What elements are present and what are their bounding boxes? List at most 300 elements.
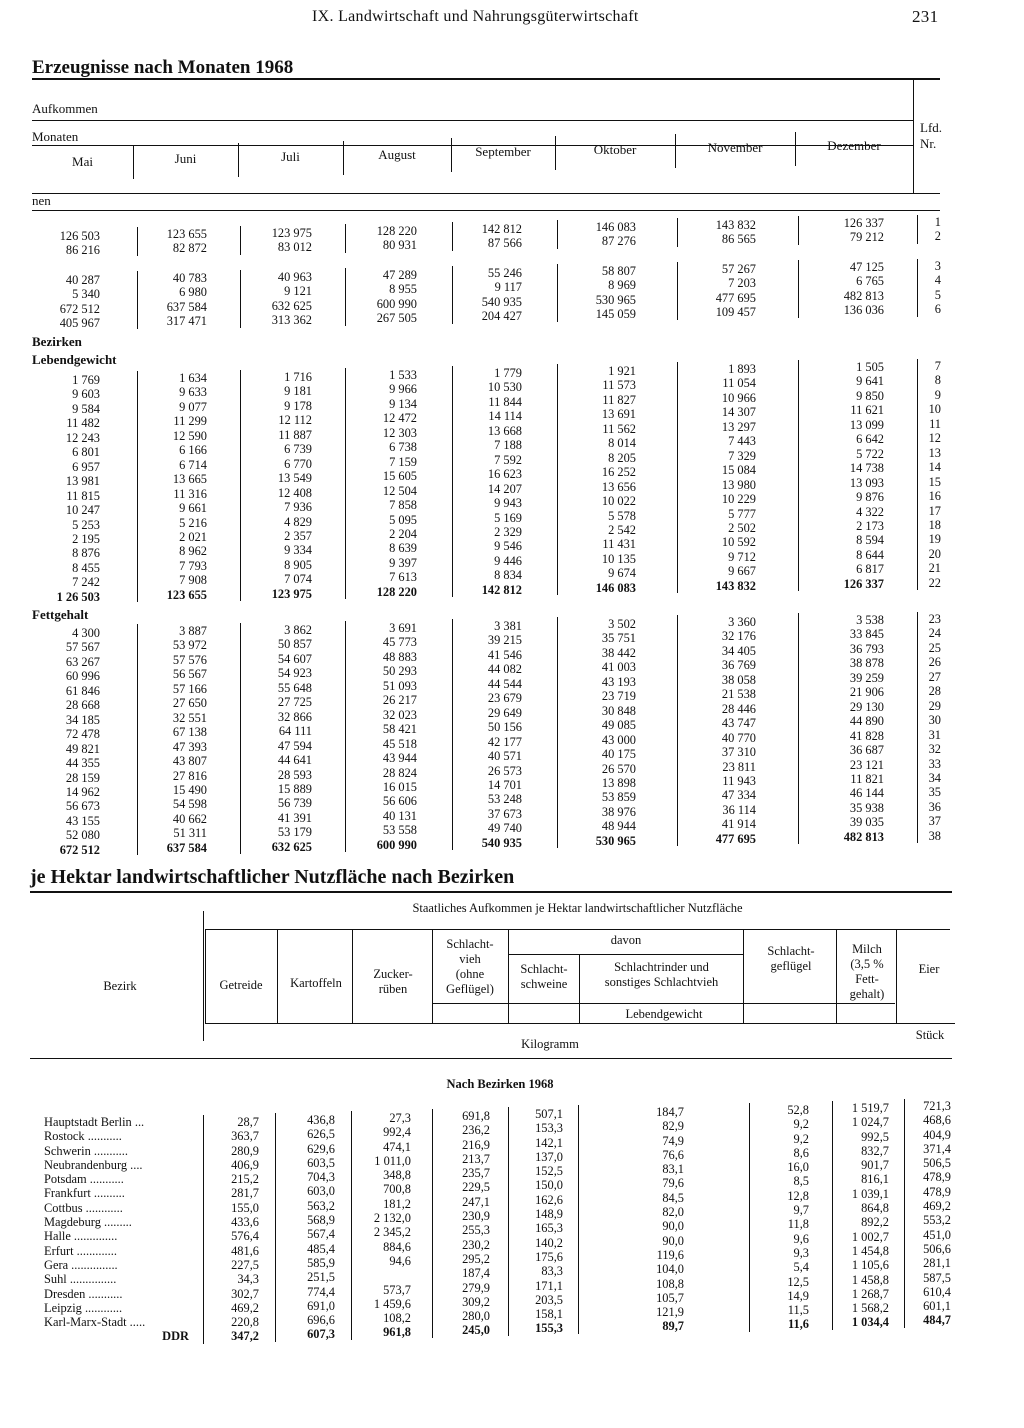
data-cell: 34,3 — [237, 1272, 259, 1287]
data-cell: 10 530 — [487, 380, 522, 395]
data-cell: 215,2 — [231, 1172, 259, 1187]
data-cell: 3 691 — [389, 621, 417, 635]
data-cell: 40 131 — [382, 808, 417, 823]
data-cell: 40 571 — [487, 749, 522, 764]
data-cell: 30 848 — [601, 703, 636, 718]
data-cell: 32 866 — [277, 709, 312, 724]
data-cell: 672 512 — [59, 842, 100, 857]
data-cell: 2 329 — [494, 524, 522, 539]
data-cell: 146 083 — [595, 580, 636, 595]
data-cell: 7 329 — [728, 448, 756, 463]
lfd-number: 22 — [928, 575, 941, 590]
rule — [240, 226, 241, 255]
data-cell: 53 859 — [601, 790, 636, 805]
data-cell: 1 459,6 — [373, 1296, 411, 1311]
data-cell: 90,0 — [662, 1233, 684, 1248]
data-column — [787, 1103, 809, 1332]
data-cell: 7 936 — [284, 500, 312, 515]
data-cell: 9 121 — [284, 284, 312, 299]
data-cell: 48 944 — [601, 819, 636, 834]
lfd-number: 14 — [928, 460, 941, 475]
data-cell: 8 639 — [389, 541, 417, 556]
data-cell: 13 656 — [601, 479, 636, 494]
data-cell: 27 816 — [172, 768, 207, 783]
data-cell: 11 815 — [66, 488, 100, 503]
data-cell: 530 965 — [595, 292, 636, 307]
rule — [749, 1103, 750, 1332]
data-cell: 36 769 — [721, 658, 756, 673]
data-cell: 348,8 — [383, 1168, 411, 1183]
data-cell: 251,5 — [307, 1270, 335, 1285]
data-cell: 128 220 — [376, 224, 417, 238]
rule — [798, 216, 799, 245]
header-ss1: Schlacht- — [520, 962, 568, 976]
data-cell: 10 592 — [721, 535, 756, 550]
data-cell: 6 957 — [72, 459, 100, 474]
data-cell: 2 132,0 — [373, 1211, 411, 1226]
data-cell: 247,1 — [462, 1194, 490, 1209]
lfd-number: 5 — [934, 287, 941, 302]
rule — [743, 929, 744, 1023]
data-cell: 47 334 — [721, 788, 756, 803]
data-cell: 28 824 — [382, 765, 417, 780]
rule — [798, 260, 799, 318]
data-cell: 46 144 — [849, 786, 884, 801]
page-number: 231 — [912, 7, 939, 26]
data-cell: 43 944 — [382, 751, 417, 766]
lfd-number: 15 — [928, 474, 941, 489]
data-cell: 2 195 — [72, 531, 100, 546]
data-column — [716, 262, 756, 320]
data-cell: 15 889 — [277, 781, 312, 796]
data-cell: 38 442 — [601, 645, 636, 660]
data-cell: 481,6 — [231, 1243, 259, 1258]
month-header: Mai — [72, 154, 93, 169]
data-cell: 7 592 — [494, 452, 522, 467]
label-fettgehalt: Fettgehalt — [32, 607, 89, 622]
data-cell: 94,6 — [389, 1253, 411, 1268]
data-cell: 433,6 — [231, 1215, 259, 1230]
data-cell: 637 584 — [166, 299, 207, 314]
data-cell: 53 558 — [382, 823, 417, 838]
bezirk-name: Halle .............. — [44, 1229, 118, 1244]
data-cell: 469,2 — [923, 1199, 951, 1214]
data-cell: 313 362 — [271, 313, 312, 328]
data-cell: 12,8 — [787, 1188, 809, 1203]
data-cell: 105,7 — [656, 1290, 684, 1305]
rule — [345, 268, 346, 326]
data-cell: 9 641 — [856, 374, 884, 389]
rule — [277, 929, 278, 1023]
data-cell: 468,6 — [923, 1113, 951, 1128]
rule — [452, 222, 453, 251]
data-cell: 3 381 — [494, 619, 522, 633]
header-sv2: vieh — [459, 952, 481, 966]
data-cell: 6 765 — [856, 274, 884, 289]
data-cell: 184,7 — [656, 1105, 684, 1119]
data-cell: 56 739 — [277, 796, 312, 811]
rule — [557, 364, 558, 595]
data-cell: 216,9 — [462, 1137, 490, 1152]
data-cell: 9 674 — [608, 566, 636, 581]
header-sv4: Geflügel) — [446, 982, 494, 996]
data-cell: 1 634 — [179, 371, 207, 385]
rule — [798, 613, 799, 844]
data-cell: 40 175 — [601, 747, 636, 762]
rule — [557, 220, 558, 249]
data-cell: 5,4 — [793, 1260, 809, 1275]
data-cell: 52 080 — [65, 828, 100, 843]
data-column — [596, 264, 636, 322]
data-cell: 2 021 — [179, 529, 207, 544]
header-lfd: Lfd. — [920, 120, 943, 135]
data-cell: 14 307 — [721, 405, 756, 420]
data-cell: 123 975 — [271, 226, 312, 240]
data-cell: 47 125 — [849, 260, 884, 274]
data-cell: 8 955 — [389, 282, 417, 297]
data-cell: 6 714 — [179, 457, 207, 472]
data-cell: 143 832 — [715, 218, 756, 232]
data-cell: 39 215 — [487, 633, 522, 648]
data-cell: 89,7 — [662, 1319, 684, 1334]
lfd-number: 16 — [928, 489, 941, 504]
data-cell: 53 248 — [487, 792, 522, 807]
data-column — [377, 621, 417, 852]
table1-title: Erzeugnisse nach Monaten 1968 — [32, 57, 294, 78]
data-column — [167, 624, 207, 855]
data-cell: 51 093 — [382, 678, 417, 693]
data-cell: 14 962 — [65, 784, 100, 799]
data-cell: 86 216 — [65, 243, 100, 258]
data-cell: 9 178 — [284, 398, 312, 413]
lfd-number: 7 — [934, 359, 941, 373]
data-cell: 41 914 — [721, 817, 756, 832]
data-cell: 64 111 — [278, 724, 312, 739]
lfd-number: 27 — [928, 669, 941, 684]
rule — [555, 136, 556, 170]
data-cell: 28,7 — [237, 1115, 259, 1129]
rule — [557, 617, 558, 848]
data-cell: 280,9 — [231, 1143, 259, 1158]
data-cell: 45 773 — [382, 635, 417, 650]
data-cell: 10 135 — [601, 551, 636, 566]
data-cell: 8 455 — [72, 560, 100, 575]
rule — [275, 1113, 276, 1342]
data-cell: 1 921 — [608, 364, 636, 378]
data-cell: 175,6 — [535, 1249, 563, 1264]
data-cell: 58 421 — [382, 722, 417, 737]
header-sg1: Schlacht- — [767, 944, 815, 958]
rule — [832, 1101, 833, 1330]
lfd-number: 32 — [928, 742, 941, 757]
data-cell: 80 931 — [382, 238, 417, 253]
data-cell: 43 155 — [65, 813, 100, 828]
data-cell: 3 887 — [179, 624, 207, 638]
data-column — [716, 362, 756, 593]
data-cell: 704,3 — [307, 1170, 335, 1185]
data-cell: 245,0 — [462, 1323, 490, 1338]
data-cell: 6 739 — [284, 442, 312, 457]
data-cell: 281,1 — [923, 1256, 951, 1271]
lfd-number: 10 — [928, 402, 941, 417]
data-cell: 36 687 — [849, 743, 884, 758]
data-cell: 12 408 — [277, 485, 312, 500]
data-cell: 1 769 — [72, 373, 100, 387]
data-cell: 10 022 — [601, 494, 636, 509]
header-aufkommen: Aufkommen — [32, 101, 98, 116]
data-column — [716, 615, 756, 846]
data-cell: 47 594 — [277, 738, 312, 753]
data-cell: 5 722 — [856, 446, 884, 461]
rule — [675, 134, 676, 168]
data-column — [482, 619, 522, 850]
rule — [205, 1023, 955, 1024]
data-cell: 9 966 — [389, 382, 417, 397]
bezirk-name: Frankfurt .......... — [44, 1186, 125, 1201]
data-cell: 672 512 — [59, 301, 100, 316]
data-cell: 16,0 — [787, 1160, 809, 1175]
data-cell: 6 738 — [389, 440, 417, 455]
data-cell: 8 205 — [608, 450, 636, 465]
data-cell: 35 751 — [601, 631, 636, 646]
rule — [509, 954, 743, 955]
data-cell: 1 568,2 — [851, 1301, 889, 1316]
data-cell: 482 813 — [843, 288, 884, 303]
data-cell: 11 054 — [722, 376, 756, 391]
data-cell: 540 935 — [481, 294, 522, 309]
rule — [352, 929, 353, 1023]
data-cell: 29 130 — [849, 699, 884, 714]
data-cell: 567,4 — [307, 1227, 335, 1242]
data-cell: 8 962 — [179, 544, 207, 559]
data-cell: 28 159 — [65, 770, 100, 785]
rule — [896, 929, 897, 1023]
month-header: Dezember — [827, 138, 881, 153]
rule — [205, 929, 206, 1023]
rule — [345, 368, 346, 599]
lfd-number: 31 — [928, 727, 941, 742]
data-cell: 72 478 — [65, 727, 100, 742]
header-sv1: Schlacht- — [446, 937, 494, 951]
rule — [32, 193, 940, 194]
data-cell: 87 566 — [487, 236, 522, 251]
header-sr2: sonstiges Schlachtvieh — [604, 975, 719, 989]
lfd-number: 23 — [928, 612, 941, 626]
data-cell: 29 649 — [487, 705, 522, 720]
rule — [205, 929, 950, 930]
month-header: August — [378, 147, 416, 162]
data-cell: 11 827 — [602, 392, 636, 407]
data-cell: 11 844 — [488, 394, 522, 409]
label-bezirken: Bezirken — [32, 334, 82, 349]
data-cell: 12 590 — [172, 428, 207, 443]
data-cell: 230,9 — [462, 1209, 490, 1224]
data-cell: 9 181 — [284, 384, 312, 399]
data-cell: 203,5 — [535, 1292, 563, 1307]
data-cell: 8 594 — [856, 533, 884, 548]
data-cell: 317 471 — [166, 314, 207, 329]
data-cell: 11 431 — [602, 537, 636, 552]
data-cell: 57 567 — [65, 640, 100, 655]
data-cell: 2 345,2 — [373, 1225, 411, 1240]
data-cell: 21 538 — [721, 687, 756, 702]
data-column — [596, 220, 636, 249]
data-cell: 9 546 — [494, 539, 522, 554]
data-cell: 34 405 — [721, 643, 756, 658]
data-cell: 10 966 — [721, 390, 756, 405]
rule — [452, 366, 453, 597]
data-cell: 302,7 — [231, 1286, 259, 1301]
data-cell: 123 975 — [271, 586, 312, 601]
data-cell: 9 334 — [284, 543, 312, 558]
data-cell: 1 034,4 — [851, 1315, 889, 1330]
data-cell: 9,2 — [793, 1131, 809, 1146]
data-cell: 13 668 — [487, 423, 522, 438]
rule — [432, 929, 433, 1023]
data-cell: 1 519,7 — [851, 1101, 889, 1115]
rule — [137, 271, 138, 329]
data-cell: 235,7 — [462, 1166, 490, 1181]
data-cell: 227,5 — [231, 1257, 259, 1272]
data-cell: 9 712 — [728, 549, 756, 564]
data-cell: 9,7 — [793, 1203, 809, 1218]
header-sr1: Schlachtrinder und — [614, 960, 709, 974]
data-column — [60, 229, 100, 258]
data-cell: 3 862 — [284, 623, 312, 637]
data-cell: 83,1 — [662, 1162, 684, 1177]
data-cell: 90,0 — [662, 1219, 684, 1234]
rule — [798, 360, 799, 591]
data-cell: 13 980 — [721, 477, 756, 492]
data-cell: 9 667 — [728, 564, 756, 579]
rule — [345, 224, 346, 253]
data-cell: 405 967 — [59, 316, 100, 331]
data-cell: 11 943 — [722, 773, 756, 788]
lfd-number: 1 — [934, 215, 941, 229]
data-cell: 1 533 — [389, 368, 417, 382]
header-super: Staatliches Aufkommen je Hektar landwirtschaftlicher Nutzfläche — [412, 901, 743, 915]
data-cell: 9,2 — [793, 1117, 809, 1132]
data-cell: 1 024,7 — [851, 1115, 889, 1130]
header-kilogramm: Kilogramm — [521, 1037, 579, 1051]
data-cell: 9 397 — [389, 555, 417, 570]
header-davon: davon — [610, 933, 642, 947]
header-nen: nen — [32, 193, 51, 208]
data-cell: 44 890 — [849, 714, 884, 729]
data-cell: 1 454,8 — [851, 1243, 889, 1258]
data-cell: 79,6 — [662, 1176, 684, 1191]
data-cell: 6 770 — [284, 456, 312, 471]
data-cell: 49 085 — [601, 718, 636, 733]
data-cell: 229,5 — [462, 1180, 490, 1195]
data-cell: 136 036 — [843, 303, 884, 318]
lfd-number: 29 — [928, 698, 941, 713]
data-cell: 11 821 — [850, 771, 884, 786]
table2-title: je Hektar landwirtschaftlicher Nutzfläche nach Bezirken — [30, 866, 515, 888]
data-cell: 7 188 — [494, 438, 522, 453]
bezirk-name: Dresden ........... — [44, 1286, 123, 1301]
month-header: Juli — [281, 149, 300, 164]
data-column — [844, 216, 884, 245]
data-column — [57, 373, 100, 604]
data-cell: 11 573 — [602, 378, 636, 393]
rule — [452, 266, 453, 324]
data-cell: 9,6 — [793, 1231, 809, 1246]
data-cell: 406,9 — [231, 1157, 259, 1172]
rule — [677, 615, 678, 846]
rule — [30, 1058, 952, 1059]
rule — [452, 619, 453, 850]
data-cell: 50 156 — [487, 720, 522, 735]
data-cell: 484,7 — [923, 1313, 951, 1328]
data-cell: 1 268,7 — [851, 1286, 889, 1301]
data-cell: 44 082 — [487, 662, 522, 677]
rule — [917, 359, 918, 590]
data-cell: 82,0 — [662, 1205, 684, 1220]
data-cell: 507,1 — [535, 1107, 563, 1121]
data-cell: 477 695 — [715, 290, 756, 305]
data-cell: 610,4 — [923, 1284, 951, 1299]
data-column — [167, 371, 207, 602]
data-cell: 9 446 — [494, 553, 522, 568]
data-cell: 11 316 — [173, 486, 207, 501]
rule — [203, 1115, 204, 1344]
lfd-number: 37 — [928, 814, 941, 829]
lfd-number: 11 — [929, 416, 941, 431]
data-cell: 11 887 — [278, 427, 312, 442]
data-cell: 27 650 — [172, 696, 207, 711]
data-cell: 632 625 — [271, 298, 312, 313]
data-cell: 51 311 — [173, 826, 207, 841]
rule — [677, 218, 678, 247]
data-cell: 28 593 — [277, 767, 312, 782]
data-cell: 82 872 — [172, 241, 207, 256]
data-cell: 13 665 — [172, 472, 207, 487]
data-column — [844, 360, 884, 591]
lfd-number: 13 — [928, 445, 941, 460]
data-cell: 1 002,7 — [851, 1229, 889, 1244]
data-cell: 9 633 — [179, 385, 207, 400]
data-cell: 721,3 — [923, 1099, 951, 1113]
data-cell: 6 642 — [856, 432, 884, 447]
data-cell: 691,0 — [307, 1298, 335, 1313]
header-zucker1: Zucker- — [373, 967, 413, 981]
data-cell: 2 357 — [284, 528, 312, 543]
data-cell: 603,0 — [307, 1184, 335, 1199]
header-monaten: Monaten — [32, 129, 79, 144]
data-cell: 82,9 — [662, 1119, 684, 1134]
data-cell: 573,7 — [383, 1282, 411, 1297]
data-cell: 13 297 — [721, 419, 756, 434]
lfd-number: 35 — [928, 785, 941, 800]
data-cell: 5 169 — [494, 510, 522, 525]
data-cell: 40 662 — [172, 811, 207, 826]
rule — [240, 370, 241, 601]
header-m3: Fett- — [855, 972, 879, 986]
rule — [137, 624, 138, 855]
data-cell: 832,7 — [861, 1143, 889, 1158]
rule — [203, 911, 204, 1041]
data-cell: 47 393 — [172, 739, 207, 754]
data-column — [272, 270, 312, 328]
month-header: November — [707, 140, 763, 155]
bezirk-name: Karl-Marx-Stadt ..... — [44, 1315, 146, 1330]
data-cell: 67 138 — [172, 725, 207, 740]
data-cell: 347,2 — [231, 1329, 259, 1344]
data-cell: 38 878 — [849, 656, 884, 671]
data-cell: 48 883 — [382, 649, 417, 664]
data-cell: 9 603 — [72, 387, 100, 402]
